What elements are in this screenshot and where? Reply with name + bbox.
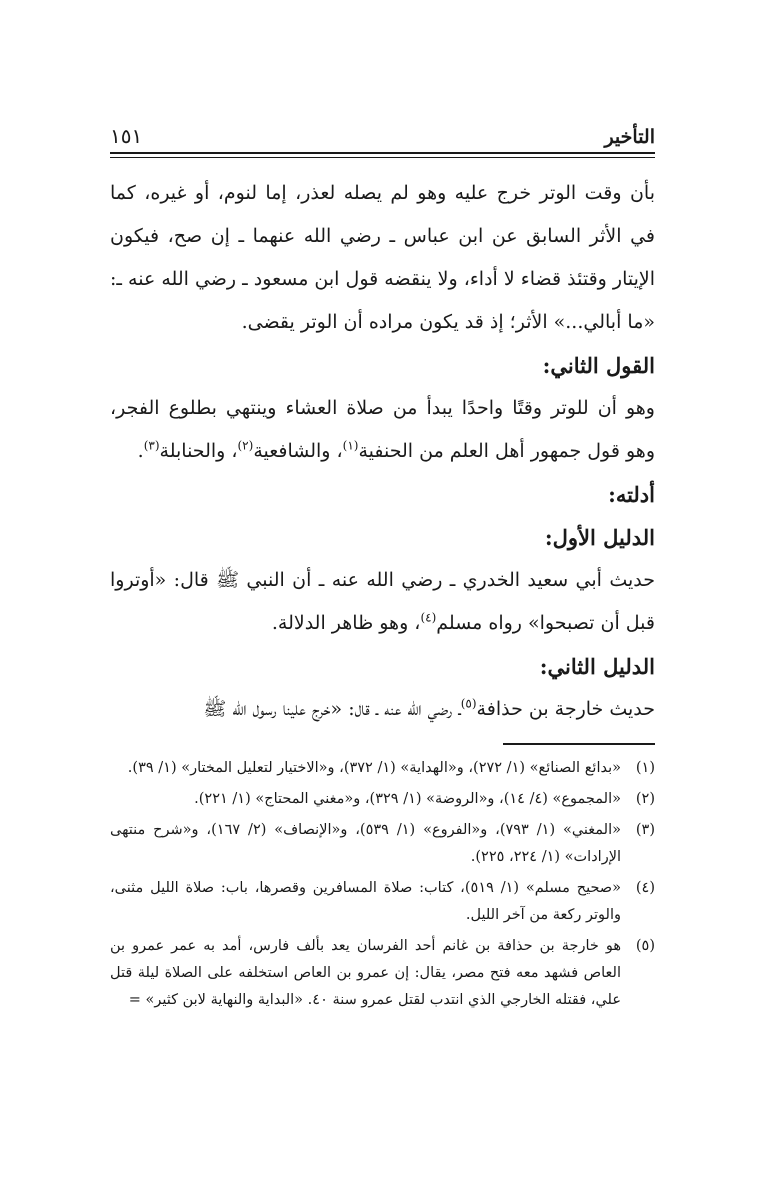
- footnote-ref-4[interactable]: (٤): [420, 610, 437, 625]
- heading-evidence: أدلته:: [608, 482, 655, 507]
- footnote-number: (٥): [635, 938, 655, 954]
- heading-second-opinion: القول الثاني:: [542, 353, 655, 378]
- page-number: ١٥١: [110, 124, 143, 148]
- footnote-text: «المغني» (١/ ٧٩٣)، و«الفروع» (١/ ٥٣٩)، و«الإنصاف» (٢/ ١٦٧)، و«شرح منتهى الإرادات» (١/ ٢٢٤، ٢٢٥).: [110, 822, 622, 865]
- header-rule: [110, 152, 655, 158]
- footnote-number: (٢): [635, 791, 655, 807]
- main-text: [110, 172, 655, 731]
- footnote-ref-5[interactable]: (٥): [460, 696, 477, 711]
- footnote-text: «بدائع الصنائع» (١/ ٢٧٢)، و«الهداية» (١/ ٣٧٢)، و«الاختيار لتعليل المختار» (١/ ٣٩).: [127, 760, 621, 776]
- heading-second-evidence: الدليل الثاني:: [539, 654, 655, 679]
- footnote-ref-3[interactable]: (٣): [143, 438, 160, 453]
- footnote: [110, 817, 655, 871]
- footnote-text: «صحيح مسلم» (١/ ٥١٩)، كتاب: صلاة المسافرين وقصرها، باب: صلاة الليل مثنى، والوتر ركعة من آخر الليل.: [110, 880, 621, 923]
- footnote: [110, 786, 655, 813]
- footnote-text: هو خارجة بن حذافة بن غانم أحد الفرسان يعد بألف فارس، أمد به عمر عمرو بن العاص فشهد معه فتح مصر، يقال: إن عمرو بن العاص استخلفه على الصلاة ليلة قتل علي، فقتله الخارجي الذي انتدب لقتل عمرو سنة ٤٠. «البداية والنهاية لابن كثير» =: [110, 938, 621, 1008]
- footnote-separator: [503, 743, 655, 745]
- footnotes: [110, 755, 655, 1018]
- footnote-number: (٤): [635, 880, 655, 896]
- footnote-number: (١): [635, 760, 655, 776]
- footnote: [110, 755, 655, 782]
- paragraph-2: وهو أن للوتر وقتًا واحدًا يبدأ من صلاة العشاء وينتهي بطلوع الفجر، وهو قول جمهور أهل العلم من الحنفية$^{(١)}$، والشافعية$^{(٢)}$، والحنابلة$^{(٣)}$.: [110, 397, 655, 462]
- footnote-text: «المجموع» (٤/ ١٤)، و«الروضة» (١/ ٣٢٩)، و«مغني المحتاج» (١/ ٢٢١).: [194, 791, 621, 807]
- heading-first-evidence: الدليل الأول:: [544, 525, 655, 550]
- running-title: التأخير: [604, 126, 655, 148]
- footnote: [110, 875, 655, 929]
- footnote: [110, 933, 655, 1014]
- footnote-number: (٣): [635, 822, 655, 838]
- footnote-ref-2[interactable]: (٢): [237, 438, 254, 453]
- page-header: [110, 118, 655, 148]
- footnote-ref-1[interactable]: (١): [342, 438, 359, 453]
- paragraph-3: حديث أبي سعيد الخدري ـ رضي الله عنه ـ أن النبي ﷺ قال: «أوتروا قبل أن تصبحوا» رواه مسلم$^{(٤)}$، وهو ظاهر الدلالة.: [110, 569, 655, 634]
- paragraph-1: بأن وقت الوتر خرج عليه وهو لم يصله لعذر، إما لنوم، أو غيره، كما في الأثر السابق عن ابن عباس ـ رضي الله عنهما ـ إن صح، فيكون الإيتار وقتئذ قضاء لا أداء، ولا ينقضه قول ابن مسعود ـ رضي الله عنه ـ: «ما أبالي...» الأثر؛ إذ قد يكون مراده أن الوتر يقضى.: [110, 182, 655, 333]
- paragraph-4: حديث خارجة بن حذافة$^{(٥)}$ـ رضي الله عنه ـ قال: «خرج علينا رسول الله ﷺ: [203, 696, 655, 720]
